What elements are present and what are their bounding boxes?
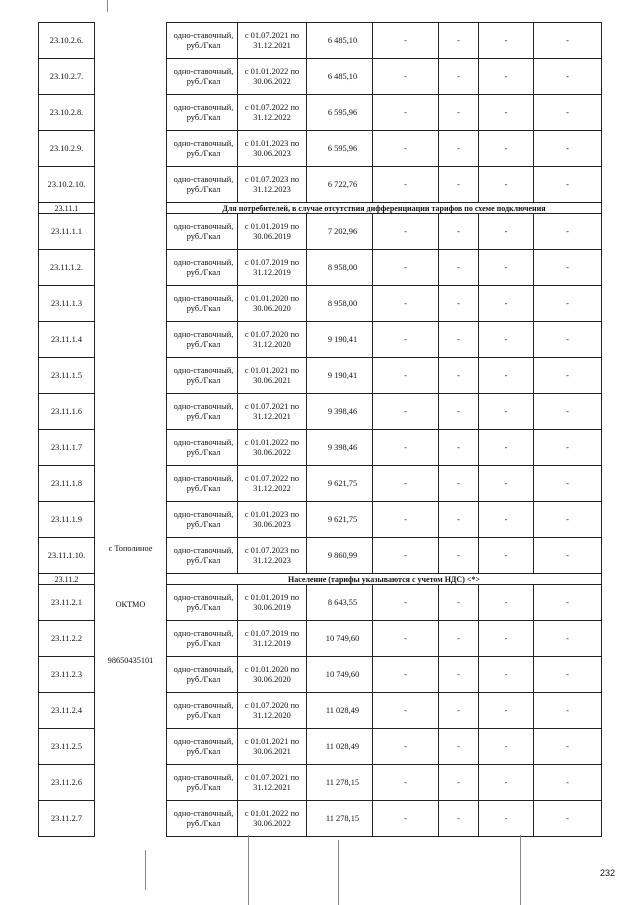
tariff-value: 9 190,41 <box>307 358 373 394</box>
organization-cell <box>95 23 167 837</box>
tariff-period: с 01.01.2020 по 30.06.2020 <box>238 657 307 693</box>
tariff-unit: одно-ставочный, руб./Гкал <box>167 167 238 203</box>
empty-value-dash: - <box>534 131 602 167</box>
empty-value-dash: - <box>439 585 479 621</box>
empty-value-dash: - <box>439 693 479 729</box>
tariff-value: 11 278,15 <box>307 801 373 837</box>
empty-value-dash: - <box>479 729 534 765</box>
empty-value-dash: - <box>534 801 602 837</box>
empty-value-dash: - <box>439 322 479 358</box>
empty-value-dash: - <box>479 167 534 203</box>
empty-value-dash: - <box>373 131 439 167</box>
empty-value-dash: - <box>479 250 534 286</box>
empty-value-dash: - <box>373 765 439 801</box>
tariff-period: с 01.07.2022 по 31.12.2022 <box>238 466 307 502</box>
empty-value-dash: - <box>479 214 534 250</box>
empty-value-dash: - <box>373 214 439 250</box>
tariff-unit: одно-ставочный, руб./Гкал <box>167 214 238 250</box>
row-code: 23.10.2.10. <box>39 167 95 203</box>
empty-value-dash: - <box>373 538 439 574</box>
row-code: 23.11.1.3 <box>39 286 95 322</box>
empty-value-dash: - <box>439 430 479 466</box>
empty-value-dash: - <box>479 23 534 59</box>
tariff-unit: одно-ставочный, руб./Гкал <box>167 657 238 693</box>
empty-value-dash: - <box>439 214 479 250</box>
empty-value-dash: - <box>373 394 439 430</box>
empty-value-dash: - <box>534 729 602 765</box>
tariff-unit: одно-ставочный, руб./Гкал <box>167 59 238 95</box>
empty-value-dash: - <box>479 801 534 837</box>
row-code: 23.11.1.7 <box>39 430 95 466</box>
empty-value-dash: - <box>534 466 602 502</box>
empty-value-dash: - <box>534 322 602 358</box>
table-row <box>39 23 602 59</box>
tariff-unit: одно-ставочный, руб./Гкал <box>167 466 238 502</box>
empty-value-dash: - <box>534 214 602 250</box>
tariff-period: с 01.07.2021 по 31.12.2021 <box>238 394 307 430</box>
empty-value-dash: - <box>373 693 439 729</box>
tariff-unit: одно-ставочный, руб./Гкал <box>167 765 238 801</box>
empty-value-dash: - <box>534 538 602 574</box>
empty-value-dash: - <box>534 430 602 466</box>
empty-value-dash: - <box>373 729 439 765</box>
empty-value-dash: - <box>373 358 439 394</box>
empty-value-dash: - <box>439 765 479 801</box>
empty-value-dash: - <box>534 394 602 430</box>
tariff-value: 11 028,49 <box>307 729 373 765</box>
row-code: 23.11.2.7 <box>39 801 95 837</box>
row-code: 23.11.2 <box>39 574 95 585</box>
tariff-unit: одно-ставочный, руб./Гкал <box>167 95 238 131</box>
empty-value-dash: - <box>534 585 602 621</box>
row-code: 23.11.1.10. <box>39 538 95 574</box>
empty-value-dash: - <box>534 765 602 801</box>
empty-value-dash: - <box>534 693 602 729</box>
empty-value-dash: - <box>479 95 534 131</box>
empty-value-dash: - <box>534 95 602 131</box>
row-code: 23.11.2.6 <box>39 765 95 801</box>
empty-value-dash: - <box>373 250 439 286</box>
empty-value-dash: - <box>534 167 602 203</box>
tariff-value: 9 190,41 <box>307 322 373 358</box>
empty-value-dash: - <box>439 657 479 693</box>
tariff-period: с 01.01.2022 по 30.06.2022 <box>238 59 307 95</box>
empty-value-dash: - <box>534 59 602 95</box>
empty-value-dash: - <box>479 131 534 167</box>
group-title: Для потребителей, в случае отсутствия дифференциации тарифов по схеме подключения <box>167 203 602 214</box>
empty-value-dash: - <box>534 23 602 59</box>
tariff-period: с 01.01.2019 по 30.06.2019 <box>238 214 307 250</box>
tariff-period: с 01.07.2019 по 31.12.2019 <box>238 621 307 657</box>
row-code: 23.11.1.1 <box>39 214 95 250</box>
group-title: Население (тарифы указываются с учетом НДС) <*> <box>167 574 602 585</box>
empty-value-dash: - <box>373 430 439 466</box>
empty-value-dash: - <box>373 502 439 538</box>
empty-value-dash: - <box>479 286 534 322</box>
tariff-period: с 01.01.2023 по 30.06.2023 <box>238 502 307 538</box>
empty-value-dash: - <box>439 358 479 394</box>
tariff-value: 9 860,99 <box>307 538 373 574</box>
empty-value-dash: - <box>373 657 439 693</box>
tariff-period: с 01.01.2021 по 30.06.2021 <box>238 729 307 765</box>
empty-value-dash: - <box>373 59 439 95</box>
empty-value-dash: - <box>439 394 479 430</box>
tariff-period: с 01.07.2023 по 31.12.2023 <box>238 538 307 574</box>
tariff-period: с 01.01.2022 по 30.06.2022 <box>238 430 307 466</box>
tariff-unit: одно-ставочный, руб./Гкал <box>167 801 238 837</box>
tariff-value: 8 958,00 <box>307 286 373 322</box>
tariff-unit: одно-ставочный, руб./Гкал <box>167 250 238 286</box>
scan-line <box>145 850 146 890</box>
empty-value-dash: - <box>439 621 479 657</box>
tariff-value: 9 398,46 <box>307 430 373 466</box>
empty-value-dash: - <box>439 466 479 502</box>
row-code: 23.10.2.9. <box>39 131 95 167</box>
tariff-unit: одно-ставочный, руб./Гкал <box>167 394 238 430</box>
row-code: 23.11.1.9 <box>39 502 95 538</box>
tariff-period: с 01.07.2023 по 31.12.2023 <box>238 167 307 203</box>
empty-value-dash: - <box>479 693 534 729</box>
empty-value-dash: - <box>373 801 439 837</box>
row-code: 23.11.2.4 <box>39 693 95 729</box>
page-number: 232 <box>600 868 616 878</box>
tariff-value: 6 595,96 <box>307 131 373 167</box>
empty-value-dash: - <box>479 358 534 394</box>
tariff-value: 7 202,96 <box>307 214 373 250</box>
empty-value-dash: - <box>439 801 479 837</box>
tariff-period: с 01.07.2022 по 31.12.2022 <box>238 95 307 131</box>
empty-value-dash: - <box>439 250 479 286</box>
tariff-value: 11 028,49 <box>307 693 373 729</box>
empty-value-dash: - <box>373 322 439 358</box>
empty-value-dash: - <box>439 23 479 59</box>
empty-value-dash: - <box>439 59 479 95</box>
tariff-value: 10 749,60 <box>307 621 373 657</box>
empty-value-dash: - <box>479 394 534 430</box>
empty-value-dash: - <box>479 538 534 574</box>
empty-value-dash: - <box>479 59 534 95</box>
tariff-period: с 01.01.2023 по 30.06.2023 <box>238 131 307 167</box>
scan-line <box>248 835 249 905</box>
tariff-value: 8 643,55 <box>307 585 373 621</box>
row-code: 23.11.2.1 <box>39 585 95 621</box>
tariff-unit: одно-ставочный, руб./Гкал <box>167 322 238 358</box>
scan-line <box>520 835 521 905</box>
tariff-unit: одно-ставочный, руб./Гкал <box>167 502 238 538</box>
tariff-period: с 01.07.2021 по 31.12.2021 <box>238 23 307 59</box>
tariff-period: с 01.01.2022 по 30.06.2022 <box>238 801 307 837</box>
tariff-table <box>38 22 602 837</box>
empty-value-dash: - <box>534 358 602 394</box>
empty-value-dash: - <box>373 585 439 621</box>
org-name: с Тополиное <box>108 543 153 553</box>
empty-value-dash: - <box>439 538 479 574</box>
row-code: 23.11.2.3 <box>39 657 95 693</box>
tariff-table-body <box>39 23 602 837</box>
tariff-value: 9 398,46 <box>307 394 373 430</box>
tariff-unit: одно-ставочный, руб./Гкал <box>167 621 238 657</box>
tariff-unit: одно-ставочный, руб./Гкал <box>167 131 238 167</box>
tariff-unit: одно-ставочный, руб./Гкал <box>167 585 238 621</box>
tariff-value: 6 595,96 <box>307 95 373 131</box>
row-code: 23.11.1.6 <box>39 394 95 430</box>
empty-value-dash: - <box>479 466 534 502</box>
row-code: 23.11.1.8 <box>39 466 95 502</box>
tariff-period: с 01.07.2020 по 31.12.2020 <box>238 322 307 358</box>
empty-value-dash: - <box>479 585 534 621</box>
tariff-value: 6 485,10 <box>307 59 373 95</box>
empty-value-dash: - <box>479 502 534 538</box>
empty-value-dash: - <box>479 621 534 657</box>
tariff-value: 9 621,75 <box>307 466 373 502</box>
empty-value-dash: - <box>373 23 439 59</box>
row-code: 23.11.2.2 <box>39 621 95 657</box>
scan-line <box>107 0 108 12</box>
row-code: 23.11.1.4 <box>39 322 95 358</box>
empty-value-dash: - <box>373 286 439 322</box>
empty-value-dash: - <box>479 765 534 801</box>
oktmo-label: ОКТМО <box>115 599 146 609</box>
tariff-period: с 01.01.2020 по 30.06.2020 <box>238 286 307 322</box>
tariff-period: с 01.01.2021 по 30.06.2021 <box>238 358 307 394</box>
empty-value-dash: - <box>439 286 479 322</box>
empty-value-dash: - <box>534 657 602 693</box>
tariff-unit: одно-ставочный, руб./Гкал <box>167 693 238 729</box>
empty-value-dash: - <box>439 729 479 765</box>
tariff-unit: одно-ставочный, руб./Гкал <box>167 430 238 466</box>
tariff-value: 9 621,75 <box>307 502 373 538</box>
row-code: 23.10.2.6. <box>39 23 95 59</box>
empty-value-dash: - <box>373 466 439 502</box>
empty-value-dash: - <box>534 286 602 322</box>
empty-value-dash: - <box>373 621 439 657</box>
scan-line <box>338 840 339 905</box>
tariff-unit: одно-ставочный, руб./Гкал <box>167 538 238 574</box>
row-code: 23.10.2.8. <box>39 95 95 131</box>
tariff-period: с 01.07.2019 по 31.12.2019 <box>238 250 307 286</box>
empty-value-dash: - <box>373 167 439 203</box>
tariff-period: с 01.07.2020 по 31.12.2020 <box>238 693 307 729</box>
empty-value-dash: - <box>439 131 479 167</box>
empty-value-dash: - <box>479 657 534 693</box>
tariff-value: 8 958,00 <box>307 250 373 286</box>
empty-value-dash: - <box>479 322 534 358</box>
row-code: 23.11.1.5 <box>39 358 95 394</box>
tariff-period: с 01.01.2019 по 30.06.2019 <box>238 585 307 621</box>
empty-value-dash: - <box>439 95 479 131</box>
tariff-value: 6 485,10 <box>307 23 373 59</box>
empty-value-dash: - <box>373 95 439 131</box>
empty-value-dash: - <box>534 621 602 657</box>
tariff-unit: одно-ставочный, руб./Гкал <box>167 286 238 322</box>
row-code: 23.11.1.2. <box>39 250 95 286</box>
tariff-unit: одно-ставочный, руб./Гкал <box>167 729 238 765</box>
empty-value-dash: - <box>439 167 479 203</box>
row-code: 23.10.2.7. <box>39 59 95 95</box>
tariff-value: 6 722,76 <box>307 167 373 203</box>
oktmo-code: 98650435101 <box>107 655 154 665</box>
empty-value-dash: - <box>534 250 602 286</box>
row-code: 23.11.2.5 <box>39 729 95 765</box>
tariff-value: 11 278,15 <box>307 765 373 801</box>
empty-value-dash: - <box>534 502 602 538</box>
tariff-unit: одно-ставочный, руб./Гкал <box>167 358 238 394</box>
empty-value-dash: - <box>439 502 479 538</box>
empty-value-dash: - <box>479 430 534 466</box>
tariff-value: 10 749,60 <box>307 657 373 693</box>
tariff-period: с 01.07.2021 по 31.12.2021 <box>238 765 307 801</box>
row-code: 23.11.1 <box>39 203 95 214</box>
tariff-unit: одно-ставочный, руб./Гкал <box>167 23 238 59</box>
